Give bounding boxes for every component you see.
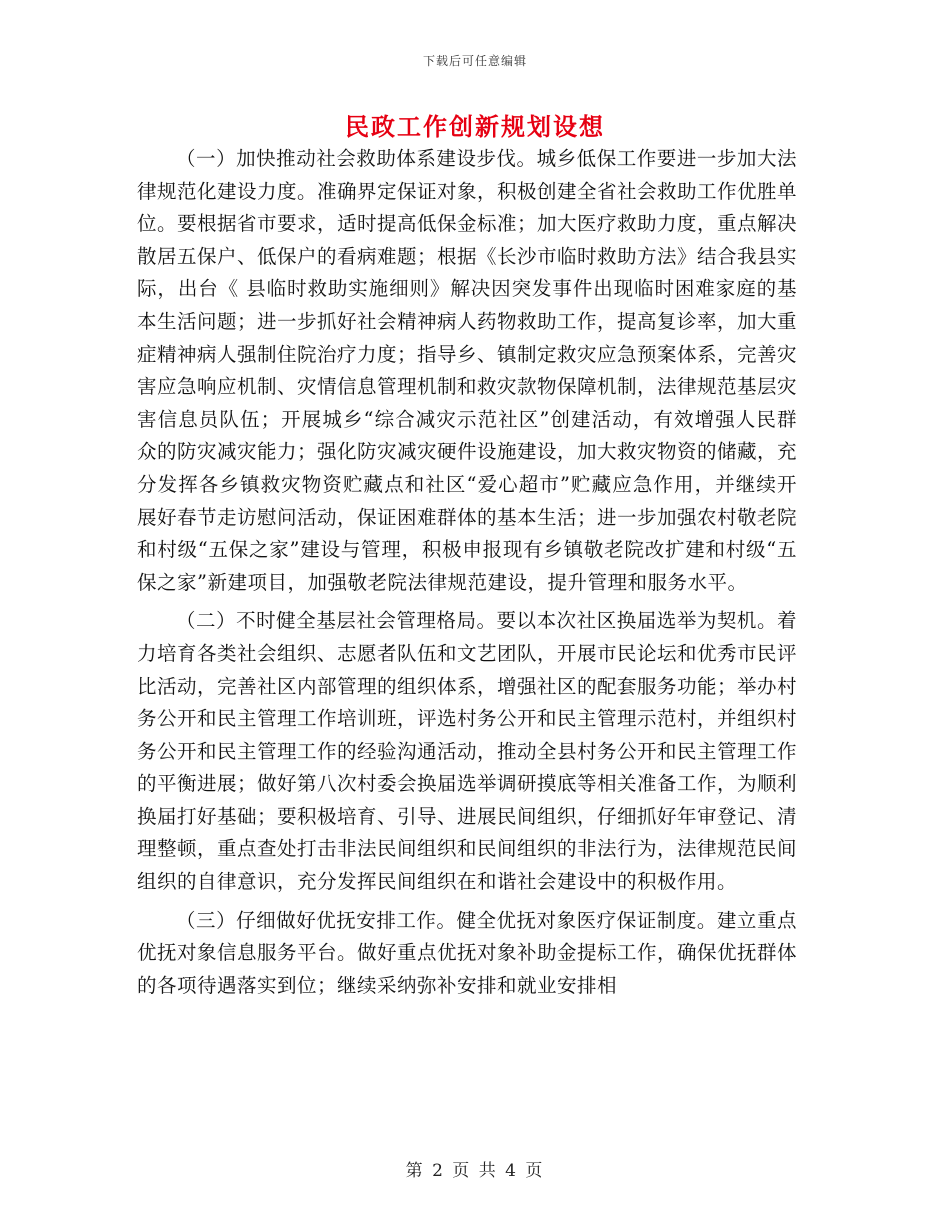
page-number-footer: 第 2 页 共 4 页 <box>405 1161 545 1181</box>
document-title: 民政工作创新规划设想 <box>345 112 605 141</box>
paragraph-3: （三）仔细做好优抚安排工作。健全优抚对象医疗保证制度。建立重点优抚对象信息服务平台。做好重点优抚对象补助金提标工作，确保优抚群体的各项待遇落实到位；继续采纳弥补安排和就业安排相 <box>137 908 798 997</box>
document-body <box>137 143 797 1008</box>
running-header: 下载后可任意编辑 <box>422 54 527 68</box>
paragraph-2: （二）不时健全基层社会管理格局。要以本次社区换届选举为契机。着力培育各类社会组织、志愿者队伍和文艺团队，开展市民论坛和优秀市民评比活动，完善社区内部管理的组织体系，增强社区的配套服务功能；举办村务公开和民主管理工作培训班，评选村务公开和民主管理示范村，并组织村务公开和民主管理工作的经验沟通活动，推动全县村务公开和民主管理工作的平衡进展；做好第八次村委会换届选举调研摸底等相关准备工作，为顺利换届打好基础；要积极培育、引导、进展民间组织，仔细抓好年审登记、清理整顿，重点查处打击非法民间组织和民间组织的非法行为，法律规范民间组织的自律意识，充分发挥民间组织在和谐社会建设中的积极作用。 <box>137 609 798 894</box>
paragraph-1: （一）加快推动社会救助体系建设步伐。城乡低保工作要进一步加大法律规范化建设力度。准确界定保证对象，积极创建全省社会救助工作优胜单位。要根据省市要求，适时提高低保金标准；加大医疗救助力度，重点解决散居五保户、低保户的看病难题；根据《长沙市临时救助方法》结合我县实际，出台《 县临时救助实施细则》解决因突发事件出现临时困难家庭的基本生活问题；进一步抓好社会精神病人药物救助工作，提高复诊率，加大重症精神病人强制住院治疗力度；指导乡、镇制定救灾应急预案体系，完善灾害应急响应机制、灾情信息管理机制和救灾款物保障机制，法律规范基层灾害信息员队伍；开展城乡“综合减灾示范社区”创建活动，有效增强人民群众的防灾减灾能力；强化防灾减灾硬件设施建设，加大救灾物资的储藏，充分发挥各乡镇救灾物资贮藏点和社区“爱心超市”贮藏应急作用，并继续开展好春节走访慰问活动，保证困难群体的基本生活；进一步加强农村敬老院和村级“五保之家”建设与管理，积极申报现有乡镇敬老院改扩建和村级“五保之家”新建项目，加强敬老院法律规范建设，提升管理和服务水平。 <box>137 147 798 594</box>
